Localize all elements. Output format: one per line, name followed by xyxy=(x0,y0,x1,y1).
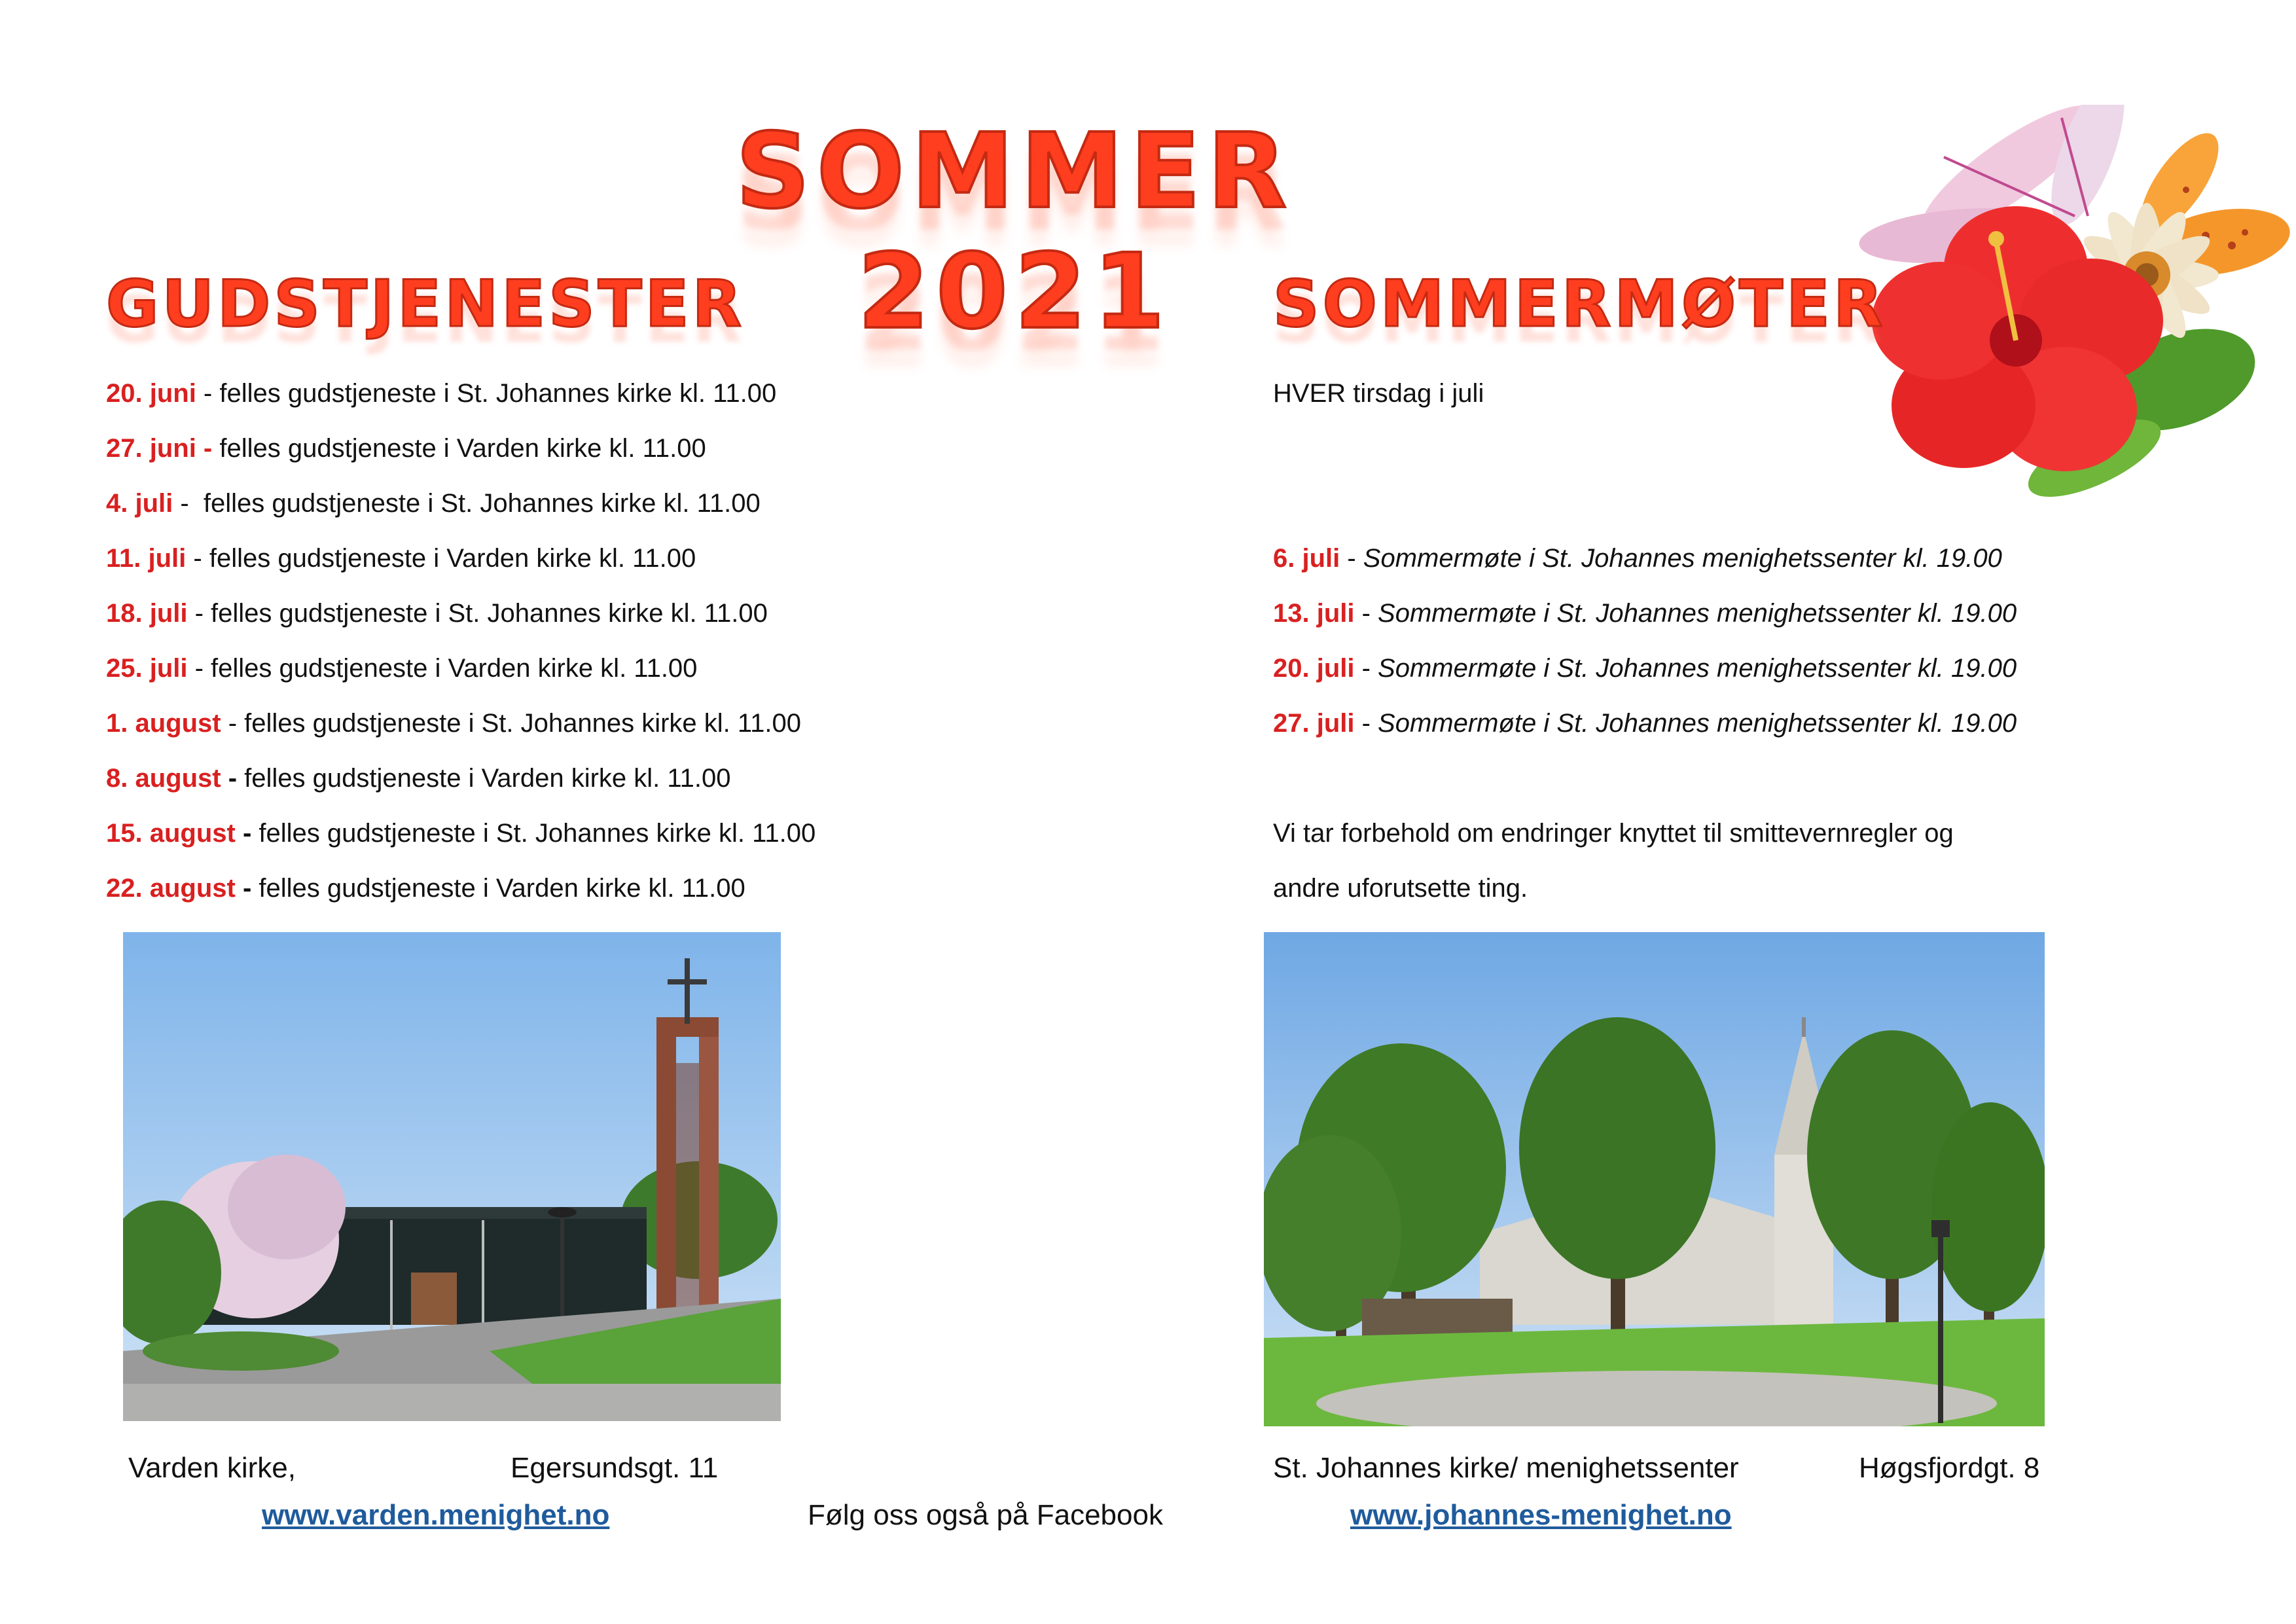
meeting-date: 20. juli xyxy=(1273,654,1355,683)
meeting-date: 27. juli xyxy=(1273,709,1355,738)
meeting-line xyxy=(1273,707,2017,740)
gudstjenester-heading: GUDSTJENESTER xyxy=(106,267,745,342)
meeting-text: Sommermøte i St. Johannes menighetssenter kl. 19.00 xyxy=(1378,654,2017,683)
service-separator: - xyxy=(235,819,259,848)
service-date: 20. juni xyxy=(106,379,196,408)
service-separator: - xyxy=(196,434,220,463)
meeting-text: Sommermøte i St. Johannes menighetssenter kl. 19.00 xyxy=(1378,709,2017,738)
johannes-caption-name: St. Johannes kirke/ menighetssenter xyxy=(1273,1452,1739,1484)
meetings-intro: HVER tirsdag i juli xyxy=(1273,379,1484,408)
service-text: felles gudstjeneste i St. Johannes kirke kl. 11.00 xyxy=(244,709,801,738)
service-date: 15. august xyxy=(106,819,236,848)
service-separator: - xyxy=(221,709,245,738)
johannes-website-link[interactable]: www.johannes-menighet.no xyxy=(1350,1499,1732,1531)
service-separator: - xyxy=(173,489,204,518)
facebook-note: Følg oss også på Facebook xyxy=(808,1499,1163,1531)
varden-caption-address: Egersundsgt. 11 xyxy=(511,1452,719,1484)
varden-church-photo xyxy=(123,932,781,1421)
service-separator: - xyxy=(221,764,245,793)
disclaimer-line-2: andre uforutsette ting. xyxy=(1273,874,1528,903)
service-text: felles gudstjeneste i St. Johannes kirke kl. 11.00 xyxy=(219,379,777,408)
service-text: felles gudstjeneste i Varden kirke kl. 11.00 xyxy=(219,434,706,463)
service-text: felles gudstjeneste i St. Johannes kirke kl. 11.00 xyxy=(259,819,816,848)
service-text: felles gudstjeneste i St. Johannes kirke kl. 11.00 xyxy=(203,489,761,518)
service-date: 8. august xyxy=(106,764,221,793)
service-line xyxy=(106,377,776,410)
service-line xyxy=(106,652,697,685)
service-text: felles gudstjeneste i Varden kirke kl. 11.00 xyxy=(211,654,698,683)
meeting-separator: - xyxy=(1354,654,1378,683)
service-date: 18. juli xyxy=(106,599,188,628)
meeting-date: 6. juli xyxy=(1273,544,1340,573)
service-separator: - xyxy=(196,379,220,408)
disclaimer-line-1: Vi tar forbehold om endringer knyttet til smittevernregler og xyxy=(1273,819,1954,848)
meeting-date: 13. juli xyxy=(1273,599,1355,628)
service-separator: - xyxy=(187,599,211,628)
service-date: 1. august xyxy=(106,709,221,738)
service-text: felles gudstjeneste i Varden kirke kl. 11.00 xyxy=(259,874,745,903)
meeting-text: Sommermøte i St. Johannes menighetssenter kl. 19.00 xyxy=(1378,599,2017,628)
service-text: felles gudstjeneste i Varden kirke kl. 11.00 xyxy=(244,764,731,793)
service-separator: - xyxy=(186,544,209,573)
service-line xyxy=(106,597,768,630)
service-text: felles gudstjeneste i St. Johannes kirke kl. 11.00 xyxy=(211,599,768,628)
meeting-separator: - xyxy=(1354,709,1378,738)
meeting-line xyxy=(1273,542,2002,575)
meeting-line xyxy=(1273,597,2017,630)
meeting-separator: - xyxy=(1354,599,1378,628)
service-date: 22. august xyxy=(106,874,236,903)
varden-website-link[interactable]: www.varden.menighet.no xyxy=(262,1499,610,1531)
st-johannes-church-photo xyxy=(1264,932,2045,1426)
service-line xyxy=(106,872,745,905)
service-separator: - xyxy=(235,874,259,903)
service-line xyxy=(106,487,761,520)
service-line xyxy=(106,817,816,850)
sommermoter-heading: SOMMERMØTER xyxy=(1273,267,1886,342)
varden-caption-name: Varden kirke, xyxy=(128,1452,296,1484)
service-line xyxy=(106,542,696,575)
service-date: 25. juli xyxy=(106,654,188,683)
service-date: 11. juli xyxy=(106,544,187,573)
service-line xyxy=(106,707,801,740)
service-line xyxy=(106,762,731,795)
page-title: SOMMER 2021 xyxy=(735,111,1294,352)
service-date: 4. juli xyxy=(106,489,173,518)
johannes-caption-address: Høgsfjordgt. 8 xyxy=(1859,1452,2040,1484)
service-date: 27. juni xyxy=(106,434,196,463)
service-separator: - xyxy=(187,654,211,683)
meeting-separator: - xyxy=(1340,544,1363,573)
meeting-text: Sommermøte i St. Johannes menighetssenter kl. 19.00 xyxy=(1363,544,2002,573)
service-text: felles gudstjeneste i Varden kirke kl. 11.00 xyxy=(209,544,696,573)
service-line xyxy=(106,432,706,465)
meeting-line xyxy=(1273,652,2017,685)
